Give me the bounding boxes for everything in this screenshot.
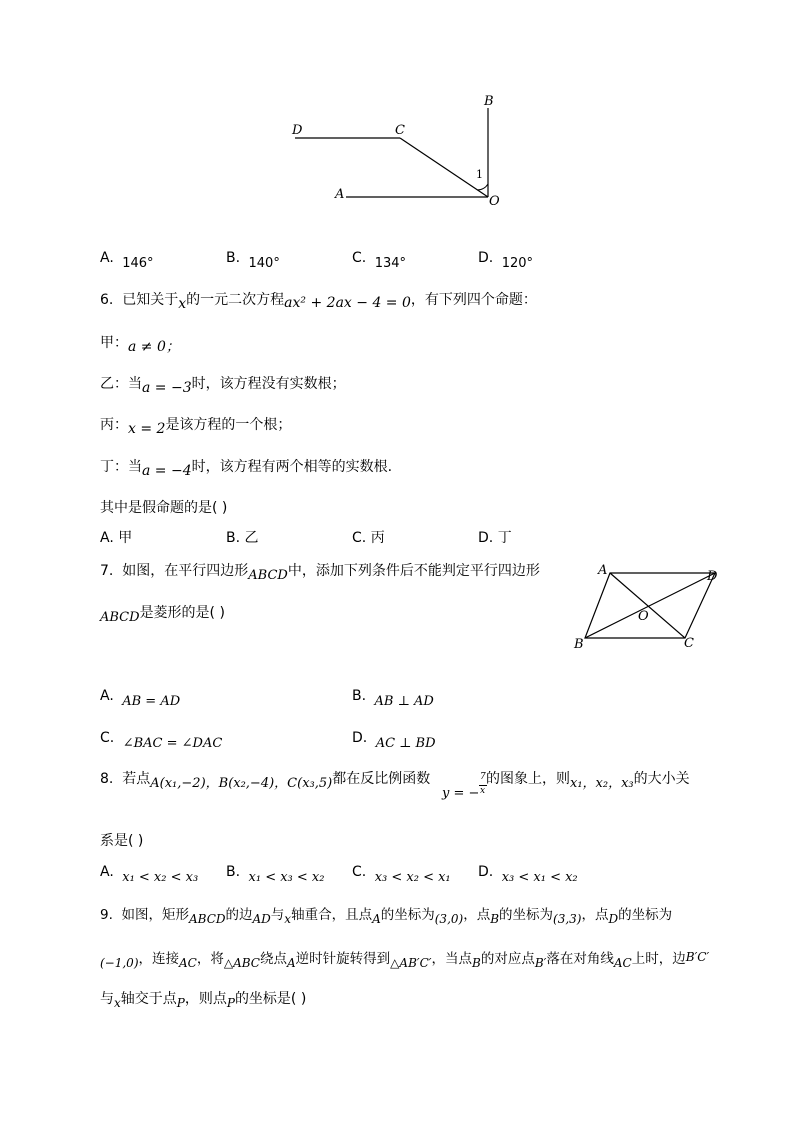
- stem-text: ，点: [463, 907, 491, 923]
- label: 丙：: [100, 417, 128, 433]
- label-o: O: [489, 194, 500, 209]
- option-letter: D.: [478, 530, 494, 546]
- option-letter: C.: [100, 730, 115, 746]
- q8-stem-line1: [100, 770, 430, 789]
- q8-stem-line2: 系是( ): [100, 833, 144, 849]
- math-var: D: [608, 912, 619, 926]
- q6-option-d[interactable]: [478, 529, 512, 547]
- function-lhs: y = −: [442, 786, 480, 801]
- math-expr: a ≠ 0；: [128, 339, 180, 355]
- angle-1-arc: [477, 184, 488, 190]
- q7-option-b[interactable]: [352, 688, 434, 709]
- math-var: AD: [252, 912, 271, 926]
- stem-text: 上时，边: [631, 951, 686, 967]
- math-var: B′: [534, 956, 547, 970]
- stem-text: 的图象上，则: [486, 771, 570, 787]
- text: 时，该方程有两个相等的实数根.: [191, 459, 393, 475]
- q6-stem: [100, 291, 537, 312]
- stem-text: 与: [270, 907, 285, 923]
- stem-text: 如图，矩形: [121, 907, 189, 923]
- label-b: B: [574, 637, 584, 652]
- math-var: AC: [179, 956, 197, 970]
- option-letter: A.: [100, 250, 114, 266]
- option-value: 140°: [248, 256, 280, 271]
- diagonal-ac: [610, 573, 685, 638]
- option-letter: A.: [100, 688, 114, 704]
- text: 时，该方程没有实数根；: [191, 376, 346, 392]
- q6-proposition-jia: [100, 334, 180, 355]
- math-var: x: [114, 996, 121, 1010]
- math-triangle: △AB′C′: [390, 956, 432, 970]
- option-letter: B.: [226, 530, 241, 546]
- stem-text: 是菱形的是( ): [139, 605, 225, 621]
- option-letter: D.: [478, 250, 494, 266]
- stem-text: 的坐标为: [618, 907, 673, 923]
- diagonal-bd: [585, 573, 715, 638]
- q8-option-b[interactable]: [226, 864, 325, 885]
- stem-text: ，有下列四个命题：: [410, 292, 537, 308]
- q6-option-b[interactable]: [226, 529, 259, 547]
- q9-stem-line3: [100, 990, 306, 1008]
- stem-text: ，点: [581, 907, 609, 923]
- q7-option-c[interactable]: [100, 730, 223, 751]
- option-letter: B.: [352, 688, 367, 704]
- option-value: 乙: [244, 530, 259, 546]
- label-d: D: [292, 123, 303, 138]
- stem-text: 与: [100, 991, 114, 1007]
- math-var: B: [490, 912, 500, 926]
- option-value: AB ⊥ AD: [374, 694, 434, 709]
- fraction-numerator: 7: [480, 772, 486, 782]
- math-var: AC: [613, 956, 632, 970]
- q8-stem-line1b: [486, 770, 690, 789]
- option-value: x₁ < x₂ < x₃: [122, 870, 199, 885]
- text: 是该方程的一个根；: [165, 417, 292, 433]
- stem-text: 已知关于: [122, 292, 179, 308]
- q5-option-c[interactable]: [352, 250, 407, 271]
- q7-option-a[interactable]: [100, 688, 181, 709]
- option-value: 134°: [374, 256, 407, 271]
- q6-proposition-bing: [100, 416, 292, 437]
- math-coord: (3,3): [553, 912, 582, 926]
- q8-option-a[interactable]: [100, 864, 199, 885]
- option-value: x₃ < x₂ < x₁: [374, 870, 451, 885]
- question-number: 6.: [100, 292, 114, 308]
- q8-option-c[interactable]: [352, 864, 451, 885]
- option-letter: B.: [226, 864, 241, 880]
- stem-text: 的对应点: [480, 951, 535, 967]
- stem-text: 中，添加下列条件后不能判定平行四边形: [287, 563, 540, 579]
- angle-figure: [280, 90, 510, 215]
- q5-option-b[interactable]: [226, 250, 280, 271]
- option-value: 丁: [497, 530, 512, 546]
- stem-text: 都在反比例函数: [332, 771, 431, 787]
- q9-stem-line2: [100, 950, 709, 968]
- math-coord: (3,0): [434, 912, 464, 926]
- option-letter: B.: [226, 250, 241, 266]
- q7-stem-line2: [100, 604, 225, 623]
- label: 丁：当: [100, 459, 142, 475]
- option-value: AC ⊥ BD: [375, 736, 436, 751]
- math-var: B′C′: [685, 950, 710, 964]
- option-value: 146°: [122, 256, 154, 271]
- math-triangle: △ABC: [223, 956, 260, 970]
- q7-stem-line1: [100, 562, 540, 581]
- stem-text: 轴交于点: [120, 991, 177, 1007]
- stem-text: 绕点: [260, 951, 287, 967]
- question-number: 8.: [100, 771, 114, 787]
- stem-text: 的边: [225, 907, 253, 923]
- label: 甲：: [100, 335, 128, 351]
- option-letter: C.: [352, 530, 367, 546]
- option-value: 120°: [501, 256, 534, 271]
- equation: ax² + 2ax − 4 = 0: [284, 295, 411, 311]
- q6-proposition-yi: [100, 375, 346, 396]
- label-c: C: [395, 123, 405, 138]
- label-a: A: [598, 563, 608, 578]
- question-number: 7.: [100, 563, 114, 579]
- stem-text: 若点: [122, 771, 151, 787]
- math-vars: x₁，x₂，x₃: [570, 776, 634, 791]
- math-var: x: [178, 296, 187, 312]
- label-b: B: [484, 94, 494, 109]
- label-o: O: [638, 609, 649, 624]
- q8-option-d[interactable]: [478, 864, 578, 885]
- fraction-denominator: x: [480, 786, 486, 796]
- math-expr: x = 2: [128, 421, 166, 437]
- option-value: 丙: [370, 530, 385, 546]
- label-d: D: [707, 569, 718, 584]
- option-value: AB = AD: [122, 694, 181, 709]
- option-letter: C.: [352, 250, 367, 266]
- option-value: x₃ < x₁ < x₂: [501, 870, 578, 885]
- math-coord: (−1,0): [100, 956, 139, 970]
- q8-function: [442, 770, 492, 810]
- stem-text: 落在对角线: [546, 951, 614, 967]
- math-points: A(x₁,−2)，B(x₂,−4)，C(x₃,5): [150, 776, 333, 791]
- math-var: P: [226, 996, 235, 1010]
- stem-text: 轴重合，且点: [291, 907, 373, 923]
- q6-question: 其中是假命题的是( ): [100, 500, 228, 516]
- math-expr: a = −3: [142, 380, 192, 396]
- stem-text: ，将: [196, 951, 224, 967]
- option-letter: C.: [352, 864, 367, 880]
- math-var: A: [372, 912, 381, 926]
- option-letter: D.: [478, 864, 494, 880]
- stem-text: 如图，在平行四边形: [122, 563, 249, 579]
- math-var: P: [176, 996, 185, 1010]
- option-value: ∠BAC = ∠DAC: [122, 736, 223, 751]
- label: 乙：当: [100, 376, 142, 392]
- label-a: A: [335, 187, 345, 202]
- option-letter: D.: [352, 730, 368, 746]
- math-var: B: [472, 956, 481, 970]
- stem-text: 的坐标是( ): [234, 991, 307, 1007]
- math-var: ABCD: [100, 610, 140, 625]
- q6-option-c[interactable]: [352, 529, 385, 547]
- q6-option-a[interactable]: [100, 529, 132, 547]
- q5-option-d[interactable]: [478, 250, 534, 271]
- q6-proposition-ding: [100, 458, 393, 479]
- stem-text: 逆时针旋转得到: [295, 951, 391, 967]
- q7-option-d[interactable]: [352, 730, 436, 751]
- stem-text: ，当点: [431, 951, 473, 967]
- option-letter: A.: [100, 530, 114, 546]
- math-var: x: [284, 912, 292, 926]
- stem-text: 的坐标为: [499, 907, 554, 923]
- math-var: ABCD: [248, 568, 288, 583]
- option-value: x₁ < x₃ < x₂: [248, 870, 325, 885]
- stem-text: ，则点: [184, 991, 227, 1007]
- label-c: C: [684, 636, 694, 651]
- stem-text: 的大小关: [633, 771, 690, 787]
- question-number: 9.: [100, 907, 113, 923]
- math-expr: a = −4: [142, 463, 192, 479]
- parallelogram-figure: [570, 560, 730, 655]
- q9-stem-line1: [100, 906, 672, 924]
- stem-text: 的坐标为: [380, 907, 435, 923]
- option-letter: A.: [100, 864, 114, 880]
- stem-text: ，连接: [138, 951, 180, 967]
- q5-option-a[interactable]: [100, 250, 154, 271]
- math-var: A: [287, 956, 296, 970]
- option-value: 甲: [118, 530, 133, 546]
- label-angle-1: 1: [476, 168, 483, 181]
- stem-text: 的一元二次方程: [186, 292, 285, 308]
- segment-co: [400, 138, 488, 197]
- math-var: ABCD: [188, 912, 226, 926]
